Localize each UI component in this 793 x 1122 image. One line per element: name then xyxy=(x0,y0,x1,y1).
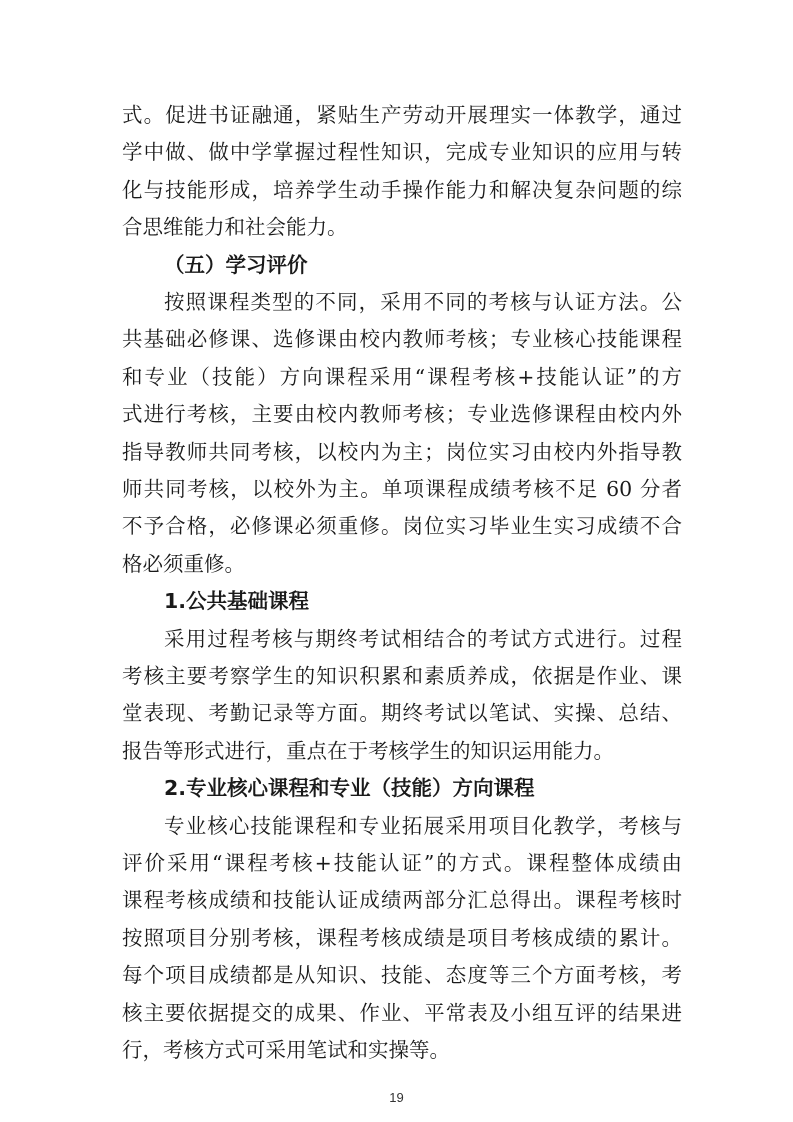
paragraph-line: 专业核心技能课程和专业拓展采用项目化教学，考核与 xyxy=(164,814,682,838)
paragraph-line: 不予合格，必修课必须重修。岗位实习毕业生实习成绩不合 xyxy=(122,514,682,538)
paragraph-line: 和专业（技能）方向课程采用“课程考核+技能认证”的方 xyxy=(122,365,682,389)
paragraph-line: 堂表现、考勤记录等方面。期终考试以笔试、实操、总结、 xyxy=(122,701,682,725)
paragraph-line: 核主要依据提交的成果、作业、平常表及小组互评的结果进 xyxy=(122,1001,682,1025)
paragraph-line: 课程考核成绩和技能认证成绩两部分汇总得出。课程考核时 xyxy=(122,888,682,912)
subsection-heading-public-courses: 1.公共基础课程 xyxy=(164,589,310,613)
paragraph-line: 化与技能形成，培养学生动手操作能力和解决复杂问题的综 xyxy=(122,178,682,202)
paragraph-line: 按照项目分别考核，课程考核成绩是项目考核成绩的累计。 xyxy=(122,926,682,950)
paragraph-line: 考核主要考察学生的知识积累和素质养成，依据是作业、课 xyxy=(122,664,682,688)
paragraph-line: 格必须重修。 xyxy=(122,552,245,576)
paragraph-line: 合思维能力和社会能力。 xyxy=(122,215,348,239)
paragraph-line: 指导教师共同考核，以校内为主；岗位实习由校内外指导教 xyxy=(122,440,682,464)
section-heading-learning-evaluation: （五）学习评价 xyxy=(164,253,308,277)
paragraph-line: 采用过程考核与期终考试相结合的考试方式进行。过程 xyxy=(164,627,682,651)
paragraph-line: 共基础必修课、选修课由校内教师考核；专业核心技能课程 xyxy=(122,327,682,351)
paragraph-line: 报告等形式进行，重点在于考核学生的知识运用能力。 xyxy=(122,739,614,763)
paragraph-line: 学中做、做中学掌握过程性知识，完成专业知识的应用与转 xyxy=(122,140,682,164)
paragraph-line: 师共同考核，以校外为主。单项课程成绩考核不足 60 分者 xyxy=(122,477,682,501)
paragraph-line: 式。促进书证融通，紧贴生产劳动开展理实一体教学，通过 xyxy=(122,103,682,127)
paragraph-line: 行，考核方式可采用笔试和实操等。 xyxy=(122,1038,450,1062)
subsection-heading-core-courses: 2.专业核心课程和专业（技能）方向课程 xyxy=(164,776,535,800)
paragraph-line: 式进行考核，主要由校内教师考核；专业选修课程由校内外 xyxy=(122,402,682,426)
page-number: 19 xyxy=(389,1090,404,1105)
paragraph-line: 每个项目成绩都是从知识、技能、态度等三个方面考核，考 xyxy=(122,963,682,987)
paragraph-line: 评价采用“课程考核+技能认证”的方式。课程整体成绩由 xyxy=(122,851,682,875)
paragraph-line: 按照课程类型的不同，采用不同的考核与认证方法。公 xyxy=(164,290,682,314)
